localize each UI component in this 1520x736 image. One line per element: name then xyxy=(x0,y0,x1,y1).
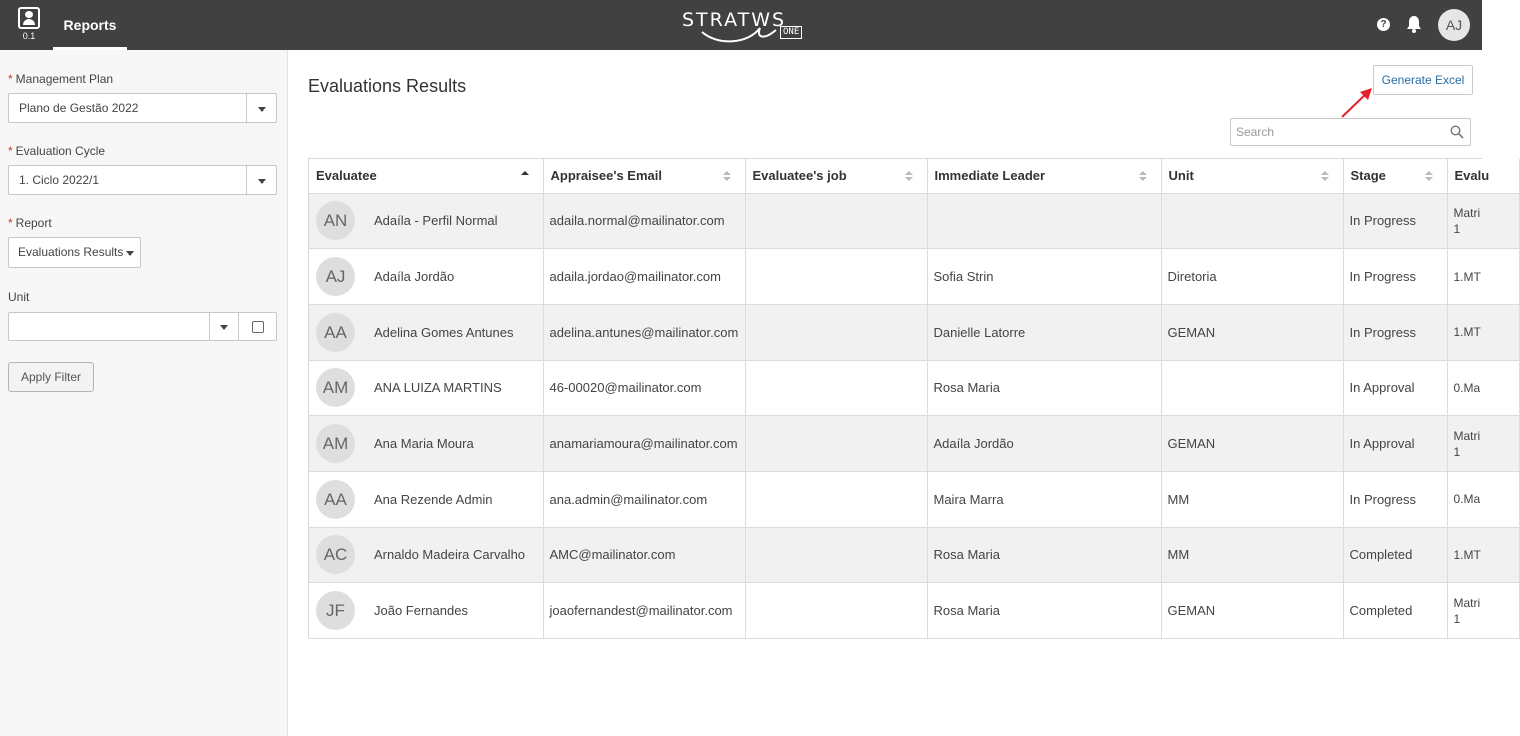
cell-evaluatee xyxy=(309,583,543,639)
results-table xyxy=(308,158,1490,638)
cell-unit: Diretoria xyxy=(1161,249,1343,305)
cell-evaluation-cycle: 1.MT xyxy=(1447,304,1519,360)
sort-icon xyxy=(905,171,913,182)
cell-stage: In Progress xyxy=(1343,193,1447,249)
cell-stage: In Approval xyxy=(1343,416,1447,472)
cell-leader: Maira Marra xyxy=(927,471,1161,527)
cell-leader: Sofia Strin xyxy=(927,249,1161,305)
cell-leader: Adaíla Jordão xyxy=(927,416,1161,472)
table-row[interactable] xyxy=(309,249,1519,305)
annotation-arrow-icon xyxy=(1338,84,1376,120)
sort-icon xyxy=(1321,171,1329,182)
avatar: JF xyxy=(316,591,355,630)
evaluatee-name[interactable]: ANA LUIZA MARTINS xyxy=(374,380,502,396)
module-switcher-button[interactable] xyxy=(10,4,48,48)
cell-evaluation-cycle: 0.Ma xyxy=(1447,471,1519,527)
cell-stage: Completed xyxy=(1343,583,1447,639)
cell-unit xyxy=(1161,360,1343,416)
cell-evaluatee xyxy=(309,416,543,472)
unit-include-subunits xyxy=(238,312,277,341)
person-info xyxy=(315,480,537,519)
unit-checkbox[interactable] xyxy=(252,321,264,333)
table-row[interactable] xyxy=(309,193,1519,249)
column-header-evaluatee[interactable]: Evaluatee xyxy=(309,159,543,193)
brand-name: STRATWS xyxy=(682,9,787,31)
cell-leader: Rosa Maria xyxy=(927,360,1161,416)
cell-job xyxy=(745,471,927,527)
cell-leader: Danielle Latorre xyxy=(927,304,1161,360)
cell-evaluation-cycle: 0.Ma xyxy=(1447,360,1519,416)
column-header-leader[interactable]: Immediate Leader xyxy=(927,159,1161,193)
management-plan-select[interactable] xyxy=(8,93,277,123)
evaluation-cycle-label: * Evaluation Cycle xyxy=(8,144,106,158)
filter-sidebar xyxy=(0,50,288,736)
evaluatee-name[interactable]: Adaíla Jordão xyxy=(374,269,455,285)
top-bar xyxy=(0,0,1482,50)
avatar: AN xyxy=(316,201,355,240)
person-info xyxy=(315,313,537,352)
management-plan-value: Plano de Gestão 2022 xyxy=(19,101,139,115)
brand-suffix: ONE xyxy=(780,26,802,39)
chevron-down-icon xyxy=(258,179,266,184)
cell-job xyxy=(745,193,927,249)
cell-leader: Rosa Maria xyxy=(927,527,1161,583)
generate-excel-button[interactable]: Generate Excel xyxy=(1373,65,1473,95)
cell-unit: GEMAN xyxy=(1161,583,1343,639)
evaluatee-name[interactable]: João Fernandes xyxy=(374,603,468,619)
sort-icon xyxy=(1139,171,1147,182)
sort-icon xyxy=(723,171,731,182)
avatar: AJ xyxy=(316,257,355,296)
cell-unit: GEMAN xyxy=(1161,304,1343,360)
sort-icon xyxy=(1425,171,1433,182)
table-row[interactable] xyxy=(309,471,1519,527)
table-row[interactable] xyxy=(309,304,1519,360)
cell-stage: In Progress xyxy=(1343,304,1447,360)
table-row[interactable] xyxy=(309,416,1519,472)
cell-job xyxy=(745,304,927,360)
evaluatee-name[interactable]: Ana Maria Moura xyxy=(374,436,474,452)
management-plan-label: * Management Plan xyxy=(8,72,114,86)
cell-evaluatee xyxy=(309,360,543,416)
cell-job xyxy=(745,527,927,583)
cell-evaluatee xyxy=(309,527,543,583)
cell-evaluation-cycle: 1.MT xyxy=(1447,249,1519,305)
avatar: AA xyxy=(316,480,355,519)
avatar: AM xyxy=(316,424,355,463)
cell-evaluatee xyxy=(309,471,543,527)
cell-unit: MM xyxy=(1161,471,1343,527)
cell-leader xyxy=(927,193,1161,249)
brand-swoosh-icon xyxy=(698,24,778,44)
cell-email: adelina.antunes@mailinator.com xyxy=(543,304,745,360)
chevron-down-icon xyxy=(220,325,228,330)
notification-bell-icon[interactable] xyxy=(1406,15,1422,33)
cell-evaluatee xyxy=(309,193,543,249)
user-profile-icon xyxy=(18,7,40,29)
cell-email: adaila.jordao@mailinator.com xyxy=(543,249,745,305)
column-header-job[interactable]: Evaluatee's job xyxy=(745,159,927,193)
search-field xyxy=(1230,118,1471,146)
cell-email: 46-00020@mailinator.com xyxy=(543,360,745,416)
cell-stage: In Progress xyxy=(1343,471,1447,527)
evaluation-cycle-select[interactable] xyxy=(8,165,277,195)
table-header-row xyxy=(309,159,1519,193)
evaluatee-name[interactable]: Ana Rezende Admin xyxy=(374,491,493,507)
cell-job xyxy=(745,360,927,416)
avatar: AA xyxy=(316,313,355,352)
chevron-down-icon xyxy=(258,107,266,112)
cell-evaluatee xyxy=(309,249,543,305)
cell-evaluatee xyxy=(309,304,543,360)
search-input[interactable] xyxy=(1236,122,1446,142)
management-plan-dropdown-toggle[interactable] xyxy=(246,94,276,122)
cell-evaluation-cycle: Matri 1 xyxy=(1447,193,1519,249)
column-header-stage[interactable]: Stage xyxy=(1343,159,1447,193)
person-info xyxy=(315,201,537,240)
cell-evaluation-cycle: Matri 1 xyxy=(1447,583,1519,639)
cell-email: ana.admin@mailinator.com xyxy=(543,471,745,527)
user-avatar[interactable]: AJ xyxy=(1438,9,1470,41)
unit-label: Unit xyxy=(8,290,30,304)
person-info xyxy=(315,257,537,296)
cell-email: anamariamoura@mailinator.com xyxy=(543,416,745,472)
cell-job xyxy=(745,416,927,472)
person-info xyxy=(315,368,537,407)
cell-stage: In Approval xyxy=(1343,360,1447,416)
help-icon[interactable]: ? xyxy=(1377,18,1390,31)
column-header-email[interactable]: Appraisee's Email xyxy=(543,159,745,193)
unit-input[interactable] xyxy=(8,312,210,341)
evaluatee-name[interactable]: Adelina Gomes Antunes xyxy=(374,324,514,340)
cell-stage: In Progress xyxy=(1343,249,1447,305)
evaluatee-name[interactable]: Arnaldo Madeira Carvalho xyxy=(374,547,526,563)
cell-email: AMC@mailinator.com xyxy=(543,527,745,583)
avatar: AM xyxy=(316,368,355,407)
sort-ascending-icon xyxy=(521,171,529,182)
table-row[interactable] xyxy=(309,527,1519,583)
cell-unit xyxy=(1161,193,1343,249)
cell-unit: GEMAN xyxy=(1161,416,1343,472)
cell-evaluation-cycle: Matri 1 xyxy=(1447,416,1519,472)
chevron-down-icon xyxy=(126,251,134,256)
page-title: Evaluations Results xyxy=(308,76,467,96)
cell-job xyxy=(745,583,927,639)
unit-dropdown-toggle[interactable] xyxy=(209,312,239,341)
cell-leader: Rosa Maria xyxy=(927,583,1161,639)
tab-reports[interactable]: Reports xyxy=(53,0,127,50)
evaluation-cycle-dropdown-toggle[interactable] xyxy=(246,166,276,194)
person-info xyxy=(315,535,537,574)
apply-filter-button[interactable]: Apply Filter xyxy=(8,362,94,392)
cell-stage: Completed xyxy=(1343,527,1447,583)
cell-email: adaila.normal@mailinator.com xyxy=(543,193,745,249)
person-info xyxy=(315,591,537,630)
cell-email: joaofernandest@mailinator.com xyxy=(543,583,745,639)
column-header-evaluation-cycle[interactable]: Evalu xyxy=(1447,159,1519,193)
evaluatee-name[interactable]: Adaíla - Perfil Normal xyxy=(374,213,498,229)
search-icon[interactable] xyxy=(1450,125,1464,139)
column-header-unit[interactable]: Unit xyxy=(1161,159,1343,193)
report-label: * Report xyxy=(8,216,52,230)
cell-evaluation-cycle: 1.MT xyxy=(1447,527,1519,583)
person-info xyxy=(315,424,537,463)
brand-logo xyxy=(682,8,812,42)
table-row[interactable] xyxy=(309,360,1519,416)
module-version: 0.1 xyxy=(22,31,36,41)
cell-unit: MM xyxy=(1161,527,1343,583)
avatar: AC xyxy=(316,535,355,574)
report-select[interactable] xyxy=(8,237,141,268)
cell-job xyxy=(745,249,927,305)
evaluation-cycle-value: 1. Ciclo 2022/1 xyxy=(19,173,100,187)
report-value: Evaluations Results xyxy=(18,245,124,259)
table-row[interactable] xyxy=(309,583,1519,639)
